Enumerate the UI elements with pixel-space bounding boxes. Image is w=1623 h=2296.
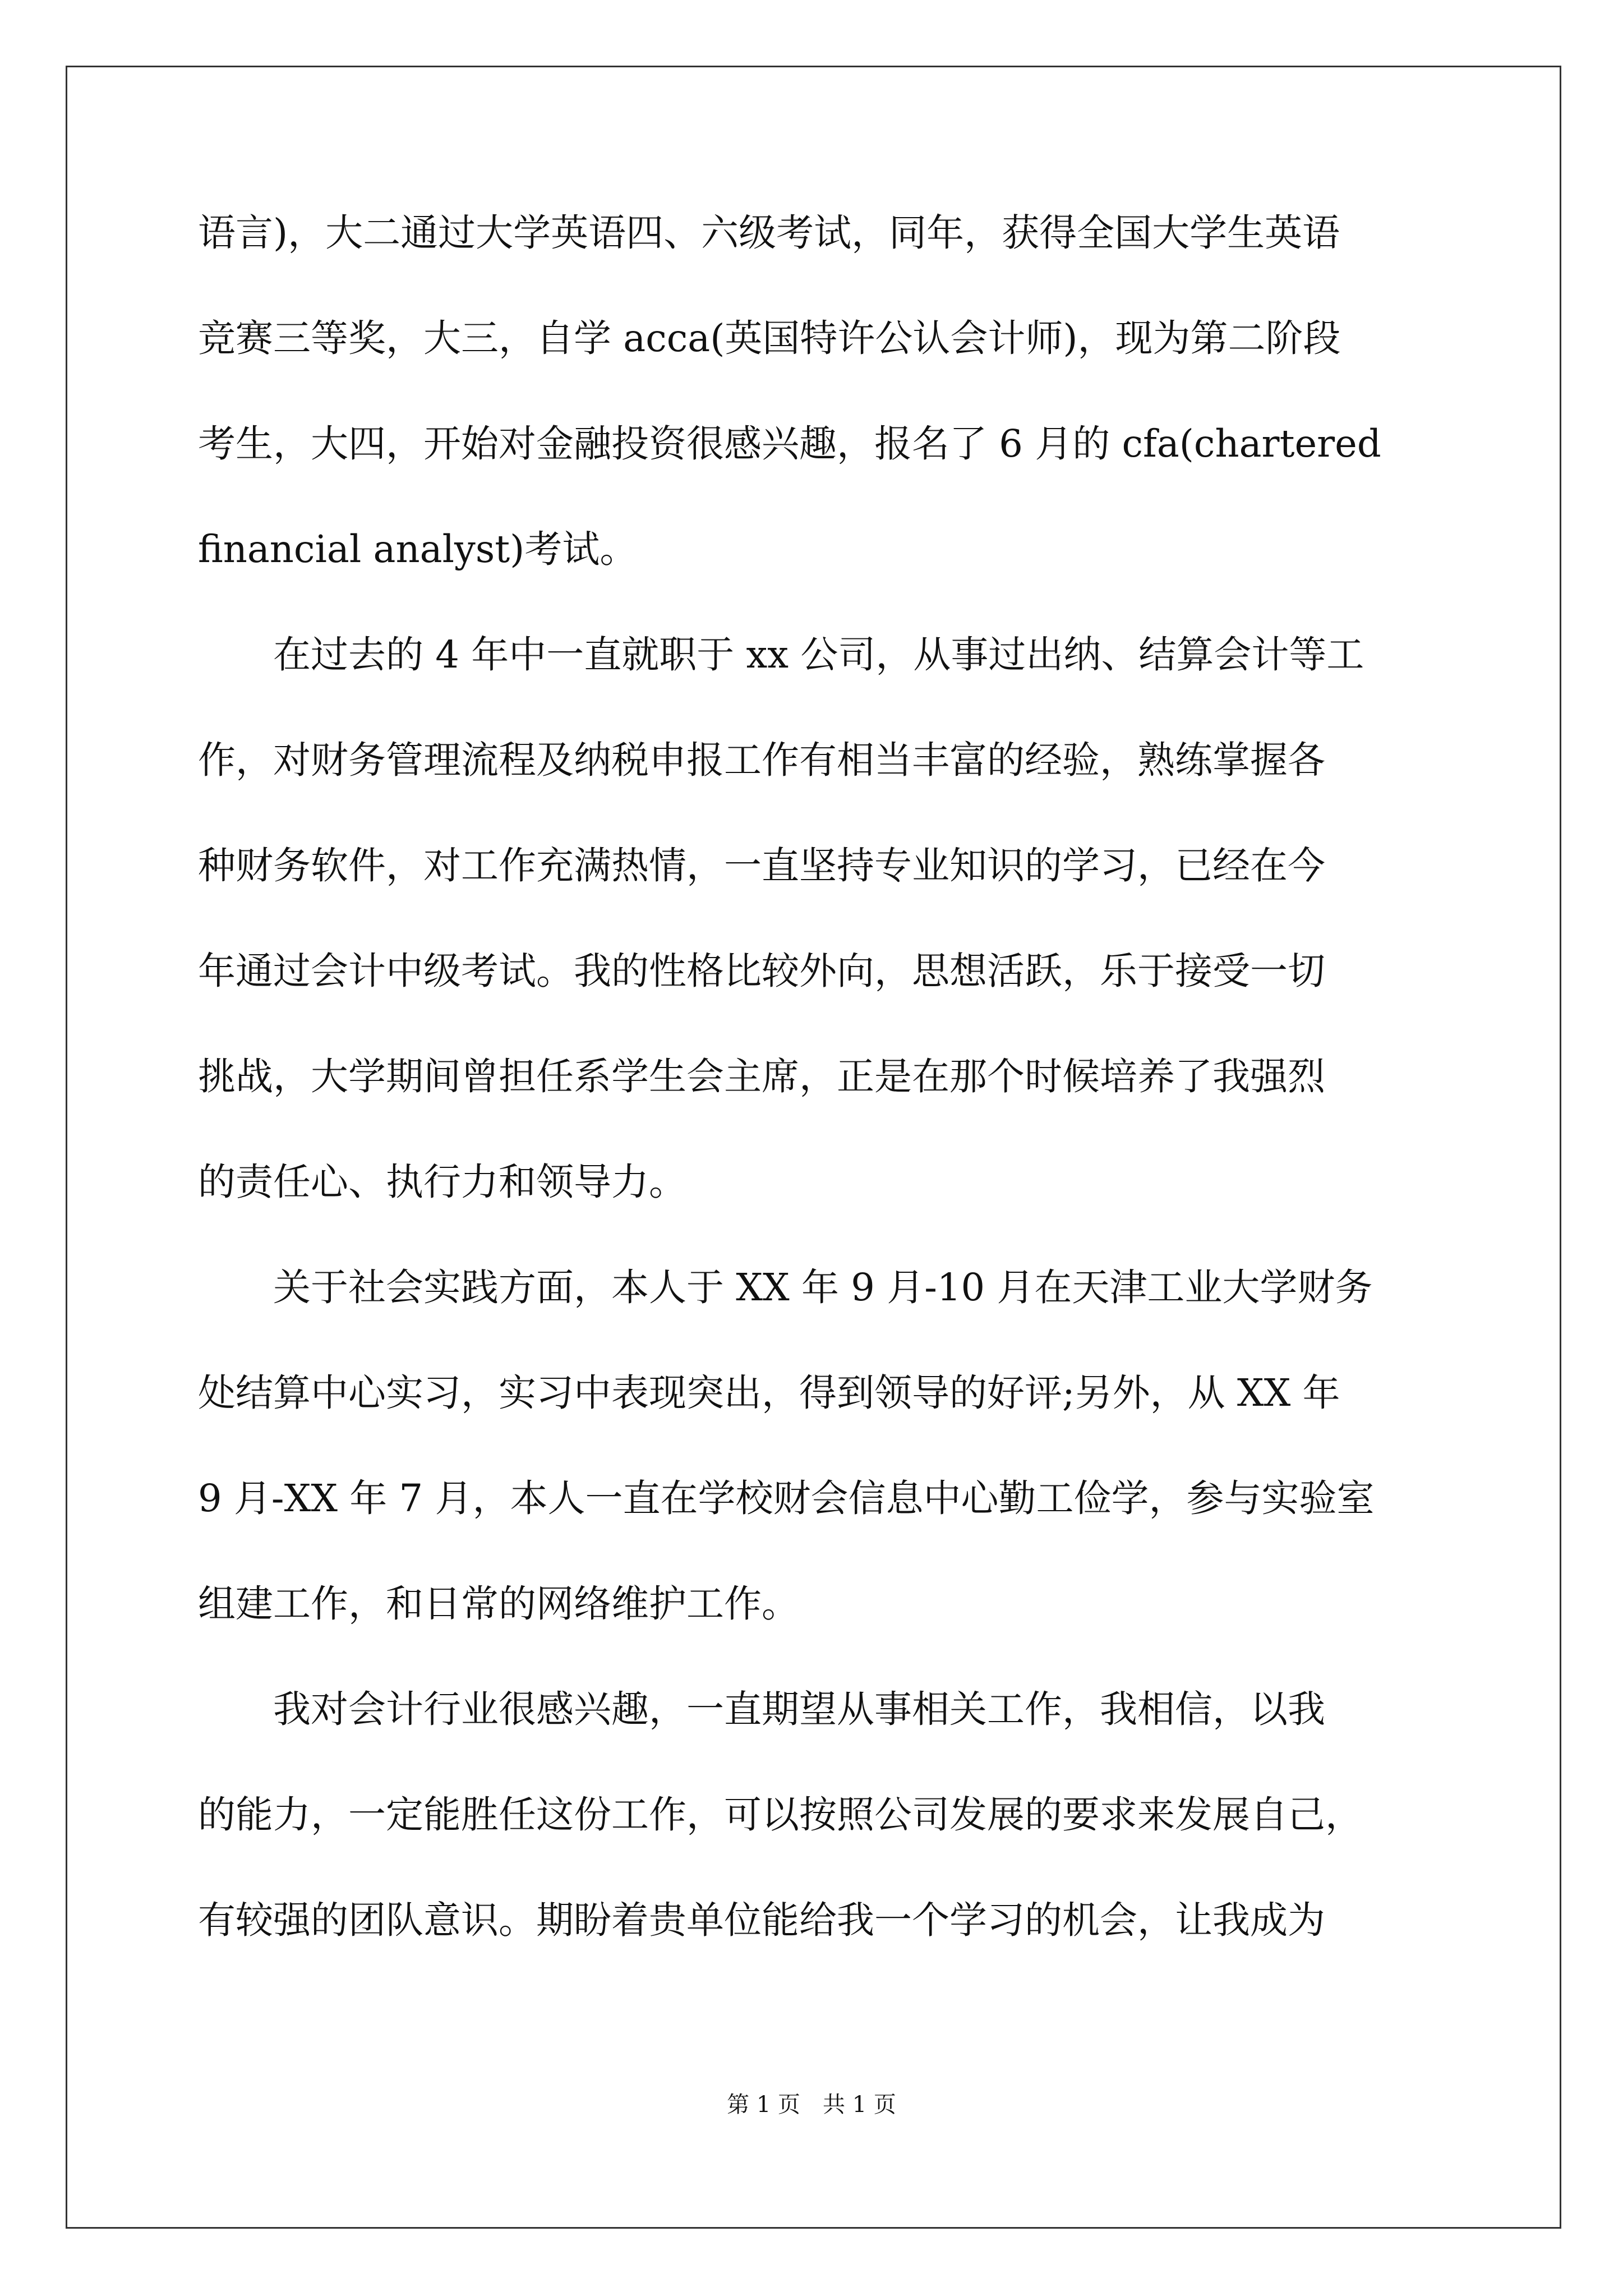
text-line-16: 的能力，一定能胜任这份工作，可以按照公司发展的要求来发展自己， <box>198 1793 1363 1837</box>
text-line-8: 年通过会计中级考试。我的性格比较外向，思想活跃，乐于接受一切 <box>198 949 1325 993</box>
text-line-10: 的责任心、执行力和领导力。 <box>198 1160 686 1204</box>
text-line-4: financial analyst)考试。 <box>198 527 638 571</box>
document-body <box>198 202 1432 1995</box>
text-line-15: 我对会计行业很感兴趣，一直期望从事相关工作，我相信，以我 <box>198 1687 1325 1731</box>
page-number: 第 1 页 共 1 页 <box>727 2092 896 2118</box>
text-line-7: 种财务软件，对工作充满热情，一直坚持专业知识的学习，已经在今 <box>198 844 1325 887</box>
text-line-5: 在过去的 4 年中一直就职于 xx 公司，从事过出纳、结算会计等工 <box>198 633 1364 677</box>
text-line-6: 作，对财务管理流程及纳税申报工作有相当丰富的经验，熟练掌握各 <box>198 738 1325 782</box>
text-line-11: 关于社会实践方面，本人于 XX 年 9 月-10 月在天津工业大学财务 <box>198 1266 1373 1309</box>
text-line-12: 处结算中心实习，实习中表现突出，得到领导的好评;另外，从 XX 年 <box>198 1371 1340 1415</box>
text-line-14: 组建工作，和日常的网络维护工作。 <box>198 1582 799 1626</box>
text-line-1: 语言)，大二通过大学英语四、六级考试，同年，获得全国大学生英语 <box>198 211 1340 255</box>
text-line-13: 9 月-XX 年 7 月，本人一直在学校财会信息中心勤工俭学，参与实验室 <box>198 1476 1375 1520</box>
text-line-3: 考生，大四，开始对金融投资很感兴趣，报名了 6 月的 cfa(chartered <box>198 422 1381 466</box>
text-line-2: 竞赛三等奖，大三，自学 acca(英国特许公认会计师)，现为第二阶段 <box>198 316 1341 360</box>
text-line-9: 挑战，大学期间曾担任系学生会主席，正是在那个时候培养了我强烈 <box>198 1055 1325 1098</box>
text-line-17: 有较强的团队意识。期盼着贵单位能给我一个学习的机会，让我成为 <box>198 1898 1325 1942</box>
